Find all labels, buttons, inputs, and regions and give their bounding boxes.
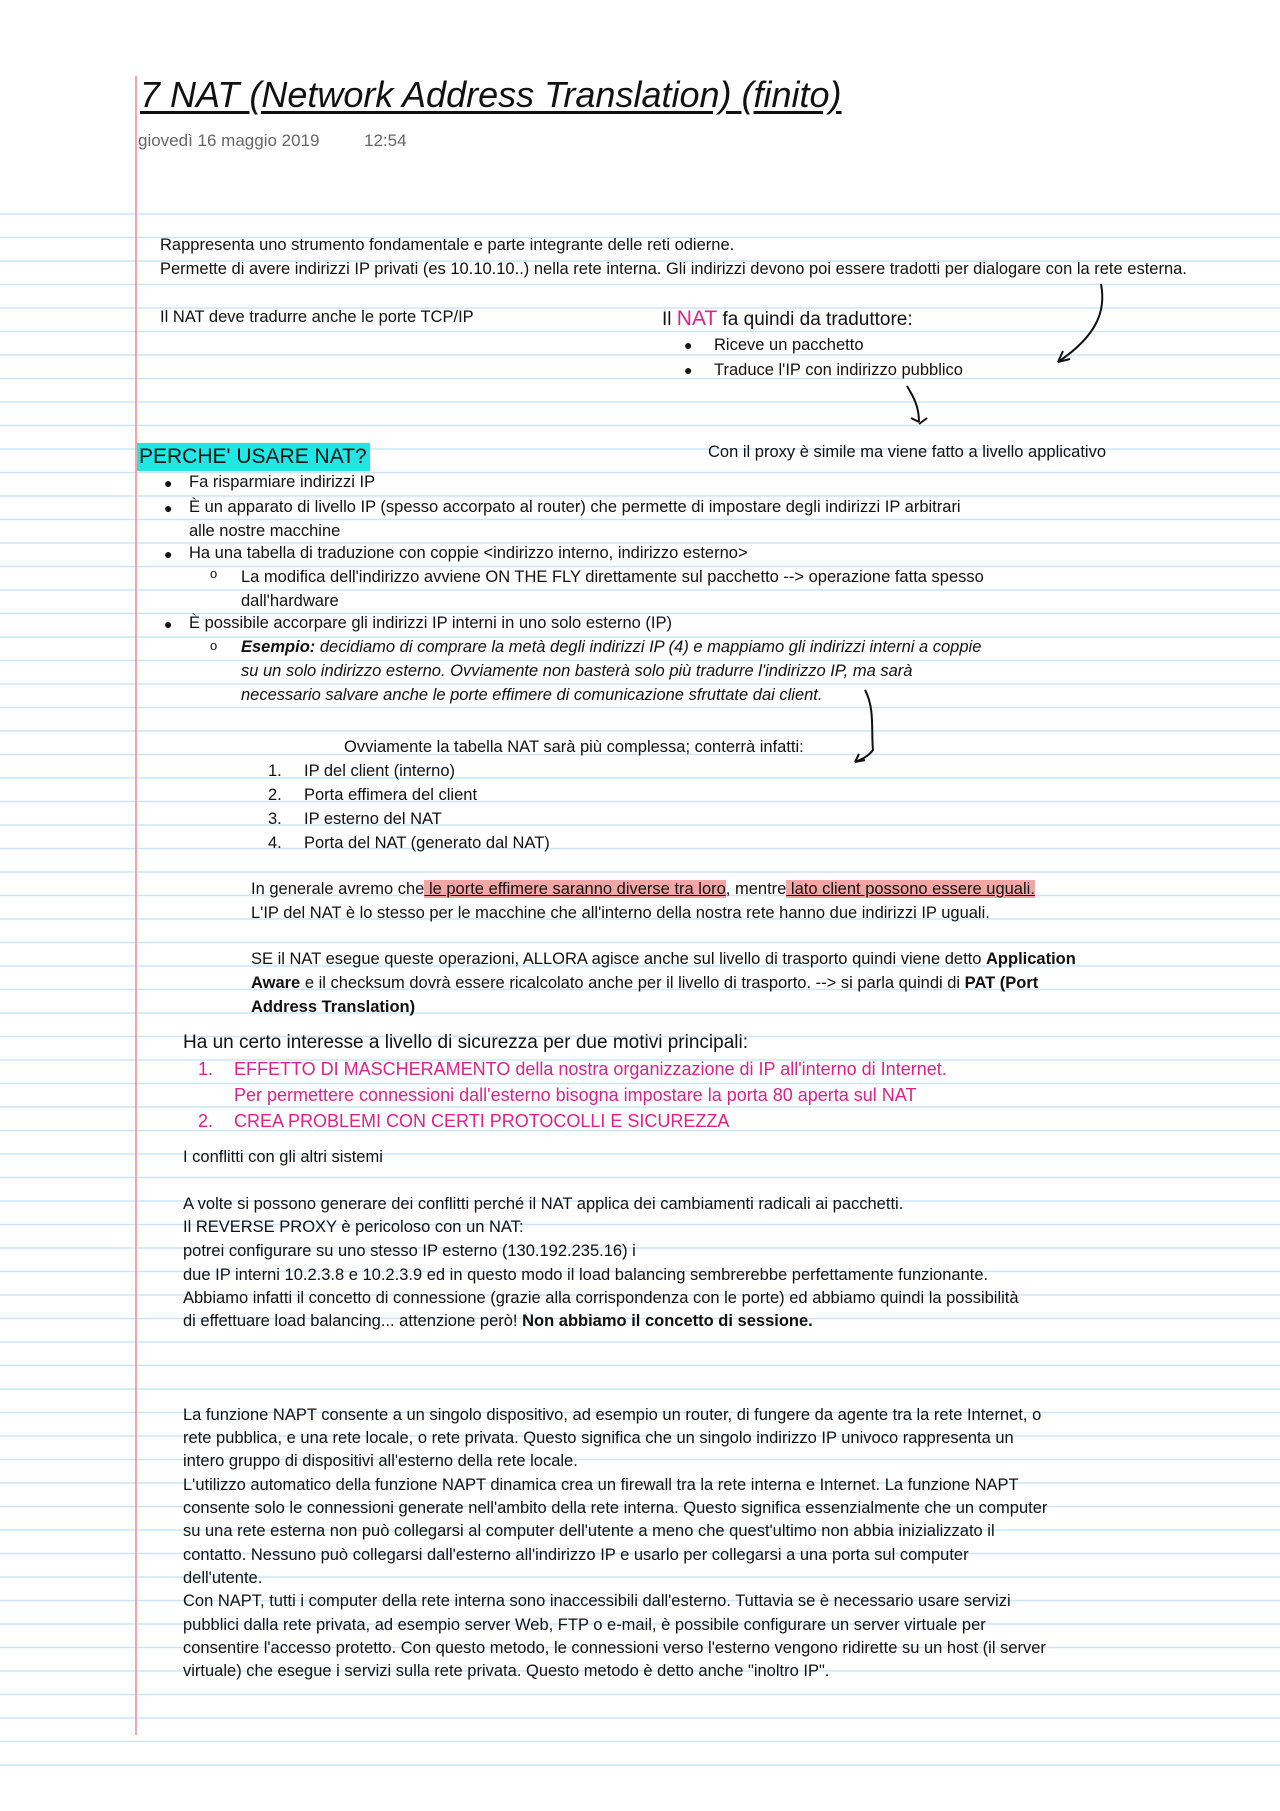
table-intro: Ovviamente la tabella NAT sarà più complessa; conterrà infatti: (344, 738, 804, 756)
general-line-4 (251, 972, 1038, 996)
highlight-client-side: lato client possono essere uguali. (786, 880, 1035, 898)
general-text-d: e il checksum dovrà essere ricalcolato anche per il livello di trasporto. --> si parla quindi di (300, 974, 965, 992)
why-heading: PERCHE' USARE NAT? (137, 443, 370, 471)
example-line-1 (241, 636, 981, 660)
table-item: Porta del NAT (generato dal NAT) (304, 834, 550, 852)
napt-line: virtuale) che esegue i servizi sulla rete privata. Questo metodo è detto anche "inoltro IP". (183, 1662, 830, 1680)
intro-line-2: Permette di avere indirizzi IP privati (es 10.10.10..) nella rete interna. Gli indirizzi devono poi essere tradotti per dialogare con la rete esterna. (160, 260, 1187, 278)
conflicts-line-3: potrei configurare su uno stesso IP esterno (130.192.235.16) i (183, 1242, 636, 1260)
general-bold-application: Application (986, 950, 1076, 968)
general-bold-aware: Aware (251, 974, 301, 992)
napt-line: La funzione NAPT consente a un singolo dispositivo, ad esempio un router, di fungere da agente tra la rete Internet, o (183, 1406, 1042, 1424)
intro-line-1: Rappresenta uno strumento fondamentale e parte integrante delle reti odierne. (160, 236, 735, 254)
conflicts-line-5: Abbiamo infatti il concetto di connessione (grazie alla corrispondenza con le porte) ed abbiamo quindi la possibilità (183, 1289, 1019, 1307)
page-date: giovedì 16 maggio 2019 (138, 131, 320, 150)
why-sub-1b: dall'hardware (241, 592, 339, 610)
conflicts-heading: I conflitti con gli altri sistemi (183, 1148, 383, 1166)
conflicts-bold-session: Non abbiamo il concetto di sessione. (522, 1312, 813, 1330)
table-item-number: 4. (268, 834, 282, 852)
general-line-5: Address Translation) (251, 998, 416, 1016)
napt-line: pubblici dalla rete privata, ad esempio server Web, FTP o e-mail, è possibile configurare un server virtuale per (183, 1616, 986, 1634)
general-text-b: , mentre (725, 880, 787, 898)
security-item-number: 1. (198, 1059, 214, 1079)
general-line-1 (251, 878, 1035, 902)
bullet-icon: ● (684, 337, 693, 353)
conflicts-line-6 (183, 1310, 813, 1334)
bullet-icon: ● (684, 362, 693, 378)
why-bullet-2b: alle nostre macchine (189, 522, 341, 540)
translator-heading (662, 306, 913, 333)
napt-line: su una rete esterna non può collegarsi al computer dell'utente a meno che quest'ultimo non abbia inizializzato il (183, 1522, 995, 1540)
translator-item-2: Traduce l'IP con indirizzo pubblico (714, 361, 963, 379)
example-line-3: necessario salvare anche le porte effimere di comunicazione sfruttate dai client. (241, 686, 823, 704)
conflicts-line-2: Il REVERSE PROXY è pericoloso con un NAT: (183, 1218, 524, 1236)
napt-line: contatto. Nessuno può collegarsi dall'esterno all'indirizzo IP e usarlo per collegarsi a una porta sul computer (183, 1546, 969, 1564)
conflicts-line-1: A volte si possono generare dei conflitti perché il NAT applica dei cambiamenti radicali ai pacchetti. (183, 1195, 904, 1213)
table-item: IP esterno del NAT (304, 810, 442, 828)
page-time: 12:54 (364, 131, 407, 150)
bullet-icon: ● (164, 616, 173, 632)
hand-drawn-arrow-icon (1040, 280, 1120, 370)
hand-drawn-arrow-icon (845, 688, 895, 768)
translator-suffix: fa quindi da traduttore: (717, 309, 913, 330)
example-label: Esempio: (241, 638, 316, 656)
translator-item-1: Riceve un pacchetto (714, 336, 864, 354)
general-line-2: L'IP del NAT è lo stesso per le macchine che all'interno della nostra rete hanno due indirizzi IP uguali. (251, 904, 990, 922)
general-text-c: SE il NAT esegue queste operazioni, ALLORA agisce anche sul livello di trasporto quindi viene detto (251, 950, 986, 968)
translator-nat: NAT (676, 307, 718, 330)
security-item-1: EFFETTO DI MASCHERAMENTO della nostra organizzazione di IP all'interno di Internet. (234, 1059, 947, 1079)
napt-line: consentire l'accesso protetto. Con questo metodo, le connessioni verso l'esterno vengono ridirette su un host (il server (183, 1639, 1046, 1657)
napt-line: dell'utente. (183, 1569, 263, 1587)
security-item-1b: Per permettere connessioni dall'esterno bisogna impostare la porta 80 aperta sul NAT (234, 1085, 917, 1105)
circle-bullet-icon: o (210, 638, 218, 653)
security-item-number: 2. (198, 1111, 214, 1131)
intro-line-3: Il NAT deve tradurre anche le porte TCP/IP (160, 308, 474, 326)
conflicts-text: di effettuare load balancing... attenzione però! (183, 1312, 523, 1330)
example-line-2: su un solo indirizzo esterno. Ovviamente non basterà solo più tradurre l'indirizzo IP, ma sarà (241, 662, 913, 680)
napt-line: Con NAPT, tutti i computer della rete interna sono inaccessibili dall'esterno. Tuttavia se è necessario usare servizi (183, 1592, 1011, 1610)
general-line-3 (251, 948, 1076, 972)
bullet-icon: ● (164, 475, 173, 491)
proxy-note: Con il proxy è simile ma viene fatto a livello applicativo (708, 443, 1107, 461)
conflicts-line-4: due IP interni 10.2.3.8 e 10.2.3.9 ed in questo modo il load balancing sembrerebbe perfettamente funzionante. (183, 1266, 989, 1284)
translator-prefix: Il (662, 309, 677, 330)
why-bullet-4: È possibile accorpare gli indirizzi IP interni in uno solo esterno (IP) (189, 614, 673, 632)
table-item: Porta effimera del client (304, 786, 478, 804)
napt-line: rete pubblica, e una rete locale, o rete privata. Questo significa che un singolo indirizzo IP univoco rappresenta un (183, 1429, 1014, 1447)
napt-line: consente solo le connessioni generate nell'ambito della rete interna. Questo significa essenzialmente che un computer (183, 1499, 1048, 1517)
napt-line: L'utilizzo automatico della funzione NAPT dinamica crea un firewall tra la rete interna e Internet. La funzione NAPT (183, 1476, 1019, 1494)
circle-bullet-icon: o (210, 566, 218, 581)
table-item-number: 1. (268, 762, 282, 780)
why-bullet-2a: È un apparato di livello IP (spesso accorpato al router) che permette di impostare degli indirizzi IP arbitrari (189, 498, 961, 516)
table-item: IP del client (interno) (304, 762, 456, 780)
hand-drawn-arrow-icon (895, 384, 945, 434)
napt-line: intero gruppo di dispositivi all'esterno della rete locale. (183, 1452, 578, 1470)
highlight-ephemeral-ports: le porte effimere saranno diverse tra loro (424, 880, 726, 898)
example-text-1: decidiamo di comprare la metà degli indirizzi IP (4) e mappiamo gli indirizzi interni a coppie (315, 638, 982, 656)
page-title: 7 NAT (Network Address Translation) (finito) (140, 74, 842, 115)
bullet-icon: ● (164, 546, 173, 562)
security-intro: Ha un certo interesse a livello di sicurezza per due motivi principali: (183, 1032, 748, 1053)
why-sub-1a: La modifica dell'indirizzo avviene ON THE FLY direttamente sul pacchetto --> operazione fatta spesso (241, 568, 984, 586)
general-text-a: In generale avremo che (251, 880, 425, 898)
general-bold-pat: PAT (Port (964, 974, 1039, 992)
table-item-number: 2. (268, 786, 282, 804)
table-item-number: 3. (268, 810, 282, 828)
security-item-2: CREA PROBLEMI CON CERTI PROTOCOLLI E SICUREZZA (234, 1111, 730, 1131)
bullet-icon: ● (164, 500, 173, 516)
why-bullet-1: Fa risparmiare indirizzi IP (189, 473, 376, 491)
why-bullet-3: Ha una tabella di traduzione con coppie <indirizzo interno, indirizzo esterno> (189, 544, 748, 562)
